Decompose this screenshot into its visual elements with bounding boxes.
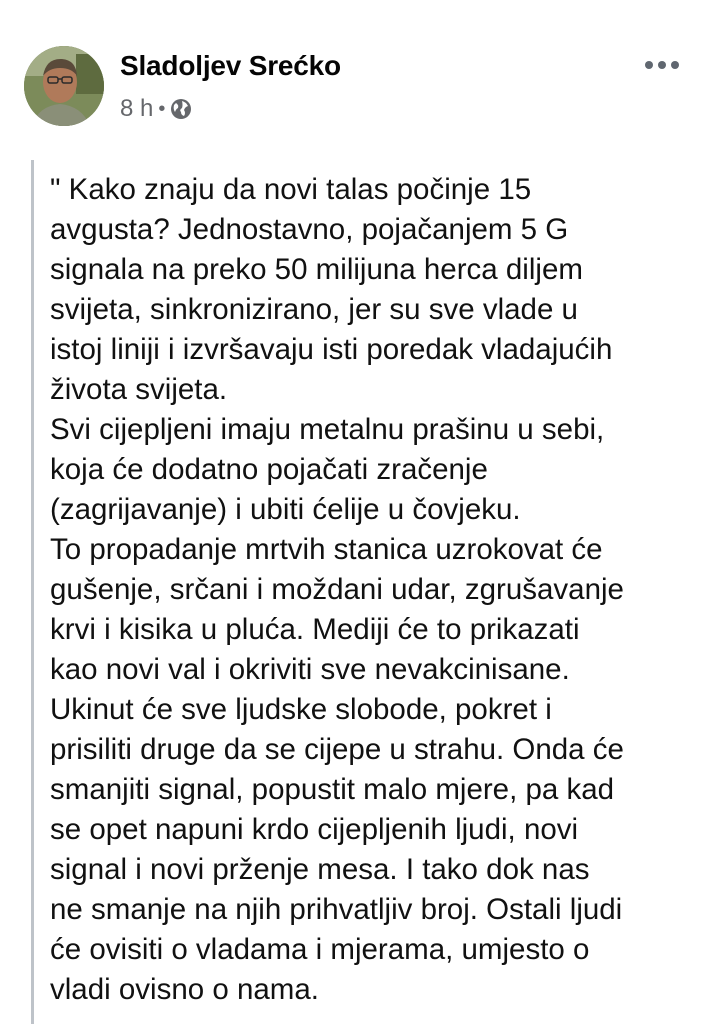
- post-text-line: vladi ovisno o nama.: [50, 973, 319, 1006]
- meta-separator: •: [158, 97, 166, 120]
- globe-icon[interactable]: [170, 98, 192, 120]
- post-text-line: avgusta? Jednostavno, pojačanjem 5 G: [50, 213, 569, 246]
- post-text-line: prisiliti druge da se cijepe u strahu. Onda će: [50, 733, 624, 766]
- post-text-line: Ukinut će sve ljudske slobode, pokret i: [50, 693, 552, 726]
- author-name[interactable]: Sladoljev Srećko: [120, 50, 341, 81]
- post-text-line: signal i novi prženje mesa. I tako dok nas: [50, 853, 590, 886]
- post-text-line: koja će dodatno pojačati zračenje: [50, 453, 488, 486]
- post-meta: [120, 94, 192, 124]
- post-timestamp[interactable]: 8 h: [120, 95, 154, 122]
- more-options-icon: [644, 60, 680, 70]
- post-header: [0, 0, 708, 140]
- post-text-line: se opet napuni krdo cijepljenih ljudi, novi: [50, 813, 579, 846]
- post-text-line: svijeta, sinkronizirano, jer su sve vlade u: [50, 293, 578, 326]
- post-text-line: ne smanje na njih prihvatljiv broj. Ostali ljudi: [50, 893, 623, 926]
- post-body-text: [50, 170, 700, 1010]
- post-text-line: krvi i kisika u pluća. Mediji će to prikazati: [50, 613, 580, 646]
- post-text-line: kao novi val i okriviti sve nevakcinisane.: [50, 653, 570, 686]
- avatar-photo: [24, 46, 104, 126]
- post-text-line: istoj liniji i izvršavaju isti poredak vladajućih: [50, 333, 613, 366]
- post-text-line: Svi cijepljeni imaju metalnu prašinu u sebi,: [50, 413, 605, 446]
- post-text-line: signala na preko 50 milijuna herca diljem: [50, 253, 583, 286]
- more-options-button[interactable]: [640, 50, 684, 80]
- post-text-line: " Kako znaju da novi talas počinje 15: [50, 173, 532, 206]
- post-text-line: smanjiti signal, popustit malo mjere, pa kad: [50, 773, 615, 806]
- post-text-line: će ovisiti o vladama i mjerama, umjesto o: [50, 933, 590, 966]
- author-avatar[interactable]: [24, 46, 104, 126]
- quote-border: [31, 160, 34, 1024]
- post-text-line: (zagrijavanje) i ubiti ćelije u čovjeku.: [50, 493, 521, 526]
- post-text-line: To propadanje mrtvih stanica uzrokovat će: [50, 533, 603, 566]
- post-text-line: života svijeta.: [50, 373, 228, 406]
- post-text-line: gušenje, srčani i moždani udar, zgrušavanje: [50, 573, 624, 606]
